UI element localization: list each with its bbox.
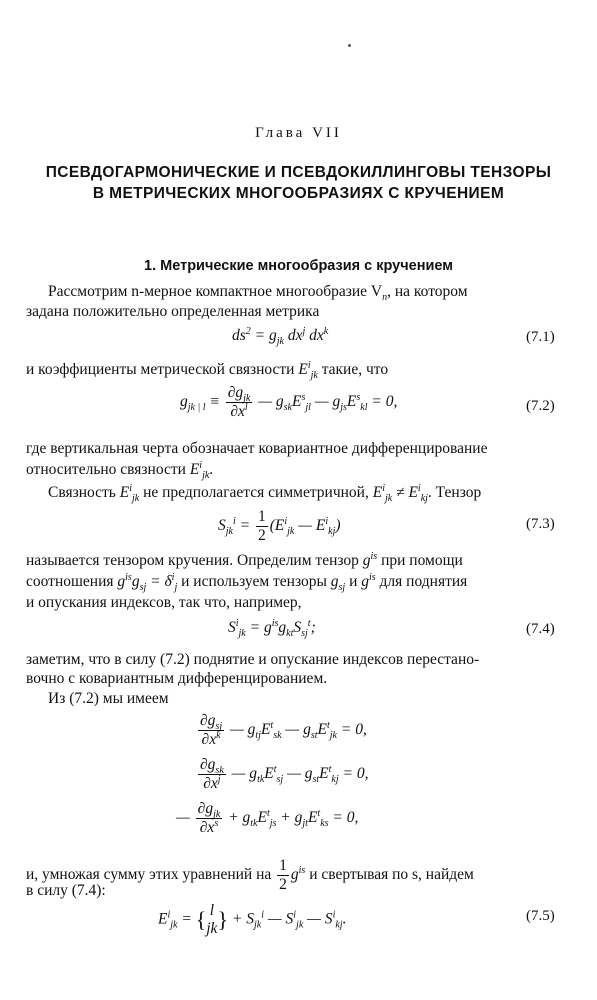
- text-line: Рассмотрим n-мерное компактное многообразие $V_n$, на котором: [48, 283, 468, 304]
- chapter-heading: Глава VII: [255, 125, 342, 141]
- equation-system-line-3: — $\frac{\partial g_{jk}}{\partial x^s}$ + $g_{tk}E^t_{js} + g_{jt}E^t_{ks} = 0$,: [176, 800, 359, 836]
- text-line: где вертикальная черта обозначает ковариантное дифференцирование: [26, 440, 488, 457]
- equation-number: (7.3): [526, 516, 555, 532]
- text-line: заметим, что в силу (7.2) поднятие и опускание индексов перестано-: [26, 651, 480, 668]
- text-line: и коэффициенты метрической связности $E^i_{jk}$ такие, что: [26, 359, 389, 382]
- text-line: соотношения $g^{is}g_{sj} = \delta^i_j$ и используем тензоры $g_{sj}$ и $g^{is}$ для поднятия: [26, 571, 468, 594]
- equation-7-1: $ds^2 = g_{jk}$ $dx^j$ $dx^k$: [232, 325, 329, 348]
- section-heading: 1. Метрические многообразия с кручением: [144, 258, 453, 274]
- equation-system-line-1: $\frac{\partial g_{sj}}{\partial x^k}$ — $g_{tj}E^t_{sk}$ — $g_{st}E^t_{jk} = 0$,: [200, 712, 367, 748]
- text-line: и, умножая сумму этих уравнений на $\frac{1}{2}$ $g^{is}$ и свертывая по s, найдем: [26, 857, 474, 893]
- equation-7-2: $g_{jk | l}$ ≡ $\frac{\partial g_{jk}}{\partial x^l}$ — $g_{sk}E^s_{jl}$ — $g_{js}E^s_{kl} = 0$,: [180, 384, 398, 420]
- equation-number: (7.5): [526, 908, 555, 924]
- text-line: относительно связности $E^i_{jk}$.: [26, 459, 214, 482]
- scan-speck: [348, 44, 351, 47]
- text-line: в силу (7.4):: [26, 882, 106, 899]
- text-line: и опускания индексов, так что, например,: [26, 594, 302, 611]
- equation-number: (7.2): [526, 398, 555, 414]
- text-line: Связность $E^i_{jk}$ не предполагается симметричной, $E^i_{jk} \ne E^i_{kj}$. Тензор: [48, 482, 482, 505]
- chapter-title-line-1: ПСЕВДОГАРМОНИЧЕСКИЕ И ПСЕВДОКИЛЛИНГОВЫ ТЕНЗОРЫ: [45, 164, 552, 181]
- equation-7-3: $S_{jk}^i$ = $\frac{1}{2}$ ($E^i_{jk}$ — $E^i_{kj}$): [218, 508, 341, 544]
- equation-number: (7.1): [526, 329, 555, 345]
- equation-7-4: $S^i_{jk} = g^{is}g_{kt}S_{sj}^t$;: [228, 617, 316, 640]
- text-line: вочно с ковариантным дифференцированием.: [26, 670, 328, 687]
- equation-7-5: $E^i_{jk}$ = { l jk } + $S_{jk}^i$ — $S^i_{jk}$ — $S^i_{kj}$.: [158, 902, 347, 937]
- text-line: Из (7.2) мы имеем: [48, 690, 169, 707]
- equation-number: (7.4): [526, 621, 555, 637]
- equation-system-line-2: $\frac{\partial g_{sk}}{\partial x^j}$ — $g_{tk}E^t_{sj}$ — $g_{st}E^t_{kj} = 0$,: [200, 756, 369, 792]
- text-line: называется тензором кручения. Определим тензор $g^{is}$ при помощи: [26, 550, 463, 569]
- text-line: задана положительно определенная метрика: [26, 303, 320, 320]
- chapter-title-line-2: В МЕТРИЧЕСКИХ МНОГООБРАЗИЯХ С КРУЧЕНИЕМ: [92, 185, 505, 202]
